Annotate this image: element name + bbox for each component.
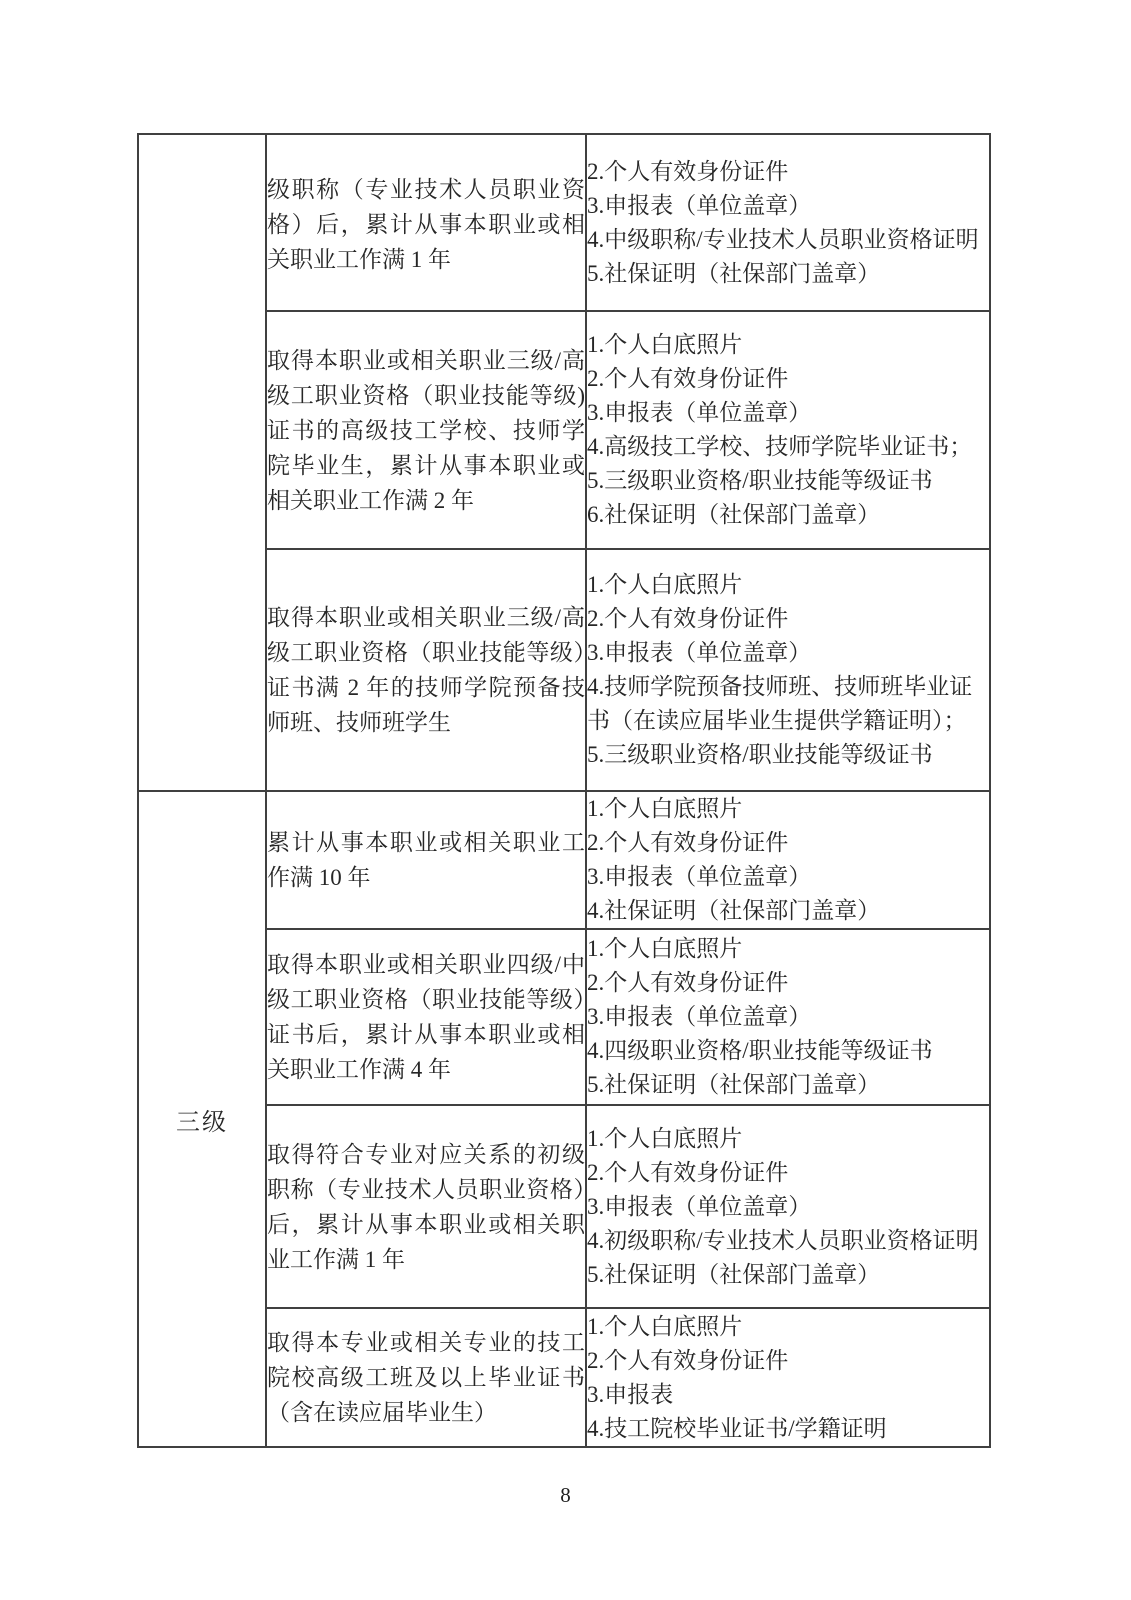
condition-cell: 取得本专业或相关专业的技工院校高级工班及以上毕业证书（含在读应届毕业生） (266, 1308, 586, 1447)
condition-cell: 累计从事本职业或相关职业工作满 10 年 (266, 791, 586, 929)
material-item: 4.高级技工学校、技师学院毕业证书； (587, 434, 973, 459)
material-item: 2.个人有效身份证件 (587, 606, 789, 631)
material-item: 2.个人有效身份证件 (587, 1159, 789, 1185)
material-item: 2.个人有效身份证件 (587, 1347, 789, 1373)
materials-cell (586, 1308, 990, 1447)
table-row (138, 549, 990, 791)
material-item: 2.个人有效身份证件 (587, 158, 789, 184)
material-item: 1.个人白底照片 (587, 936, 743, 961)
table-row (138, 311, 990, 549)
material-item: 3.申报表（单位盖章） (587, 400, 812, 425)
material-item: 3.申报表（单位盖章） (587, 864, 812, 889)
table-row (138, 791, 990, 929)
material-item: 5.社保证明（社保部门盖章） (587, 1261, 881, 1287)
material-item: 3.申报表 (587, 1381, 674, 1407)
condition-cell: 级职称（专业技术人员职业资格）后，累计从事本职业或相关职业工作满 1 年 (266, 134, 586, 311)
material-item: 5.社保证明（社保部门盖章） (587, 1072, 881, 1097)
material-item: 4.技工院校毕业证书/学籍证明 (587, 1415, 887, 1441)
qualification-table (137, 133, 991, 1448)
material-item: 1.个人白底照片 (587, 1125, 743, 1151)
level-cell (138, 791, 266, 1447)
table-row (138, 134, 990, 311)
material-item: 1.个人白底照片 (587, 1313, 743, 1339)
materials-cell (586, 549, 990, 791)
material-item: 5.社保证明（社保部门盖章） (587, 260, 881, 286)
material-item: 2.个人有效身份证件 (587, 830, 789, 855)
condition-cell: 取得本职业或相关职业三级/高级工职业资格（职业技能等级)证书的高级技工学校、技师学院毕业生，累计从事本职业或相关职业工作满 2 年 (266, 311, 586, 549)
table-container (137, 133, 991, 1448)
condition-cell: 取得符合专业对应关系的初级职称（专业技术人员职业资格）后，累计从事本职业或相关职业工作满 1 年 (266, 1105, 586, 1308)
material-item: 4.技师学院预备技师班、技师班毕业证书（在读应届毕业生提供学籍证明）； (587, 674, 973, 733)
material-item: 3.申报表（单位盖章） (587, 192, 812, 218)
material-item: 3.申报表（单位盖章） (587, 1004, 812, 1029)
material-item: 2.个人有效身份证件 (587, 366, 789, 391)
level-cell (138, 134, 266, 791)
level-label: 三级 (176, 1109, 228, 1136)
page-number: 8 (560, 1483, 571, 1507)
material-item: 6.社保证明（社保部门盖章） (587, 502, 881, 527)
materials-cell (586, 929, 990, 1105)
condition-cell: 取得本职业或相关职业四级/中级工职业资格（职业技能等级）证书后，累计从事本职业或相关职业工作满 4 年 (266, 929, 586, 1105)
materials-cell (586, 311, 990, 549)
materials-cell (586, 791, 990, 929)
material-item: 5.三级职业资格/职业技能等级证书 (587, 468, 933, 493)
table-row (138, 1105, 990, 1308)
material-item: 1.个人白底照片 (587, 332, 743, 357)
material-item: 1.个人白底照片 (587, 572, 743, 597)
table-row (138, 929, 990, 1105)
materials-cell (586, 134, 990, 311)
material-item: 2.个人有效身份证件 (587, 970, 789, 995)
table-row (138, 1308, 990, 1447)
material-item: 4.初级职称/专业技术人员职业资格证明 (587, 1227, 979, 1253)
condition-cell: 取得本职业或相关职业三级/高级工职业资格（职业技能等级）证书满 2 年的技师学院预备技师班、技师班学生 (266, 549, 586, 791)
material-item: 4.四级职业资格/职业技能等级证书 (587, 1038, 933, 1063)
material-item: 4.中级职称/专业技术人员职业资格证明 (587, 226, 979, 252)
qualification-table-body (138, 134, 990, 1447)
material-item: 5.三级职业资格/职业技能等级证书 (587, 742, 933, 767)
material-item: 3.申报表（单位盖章） (587, 640, 812, 665)
material-item: 3.申报表（单位盖章） (587, 1193, 812, 1219)
material-item: 4.社保证明（社保部门盖章） (587, 898, 881, 923)
materials-cell (586, 1105, 990, 1308)
material-item: 1.个人白底照片 (587, 796, 743, 821)
